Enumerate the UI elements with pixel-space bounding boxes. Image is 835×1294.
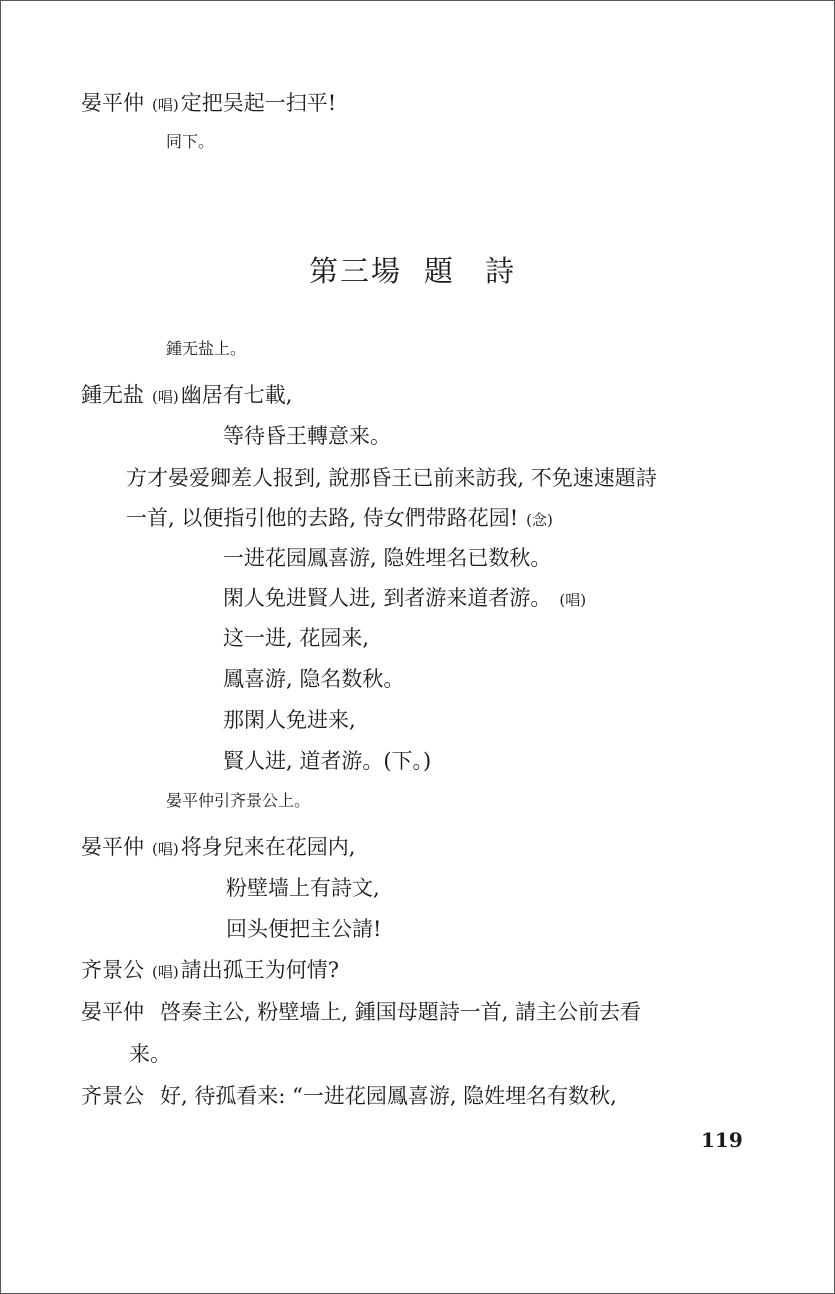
stage-direction: (唱) bbox=[152, 840, 179, 858]
speaker-name: 齐景公 bbox=[81, 958, 144, 982]
dialogue-line bbox=[81, 960, 339, 981]
verse-line bbox=[223, 426, 391, 447]
stage-direction-line bbox=[166, 793, 310, 809]
dialogue-text: 啓奏主公, 粉壁墙上, 鍾国母題詩一首, 請主公前去看 bbox=[160, 1000, 642, 1024]
stage-direction: 同下。 bbox=[166, 132, 215, 151]
prose-line bbox=[126, 508, 555, 529]
dialogue-text: 将身兒来在花园内, bbox=[180, 835, 356, 859]
verse-line bbox=[226, 919, 381, 940]
speaker-name: 晏平仲 bbox=[81, 1000, 144, 1024]
dialogue-line bbox=[81, 1002, 641, 1023]
dialogue-text: 幽居有七載, bbox=[180, 383, 293, 407]
dialogue-text: 好, 待孤看来: “一进花园鳳喜游, 隐姓埋名有数秋, bbox=[160, 1084, 617, 1108]
stage-direction: (念) bbox=[526, 511, 553, 529]
dialogue-text: 粉壁墙上有詩文, bbox=[226, 876, 380, 900]
verse-line bbox=[223, 669, 404, 690]
speaker-name: 晏平仲 bbox=[81, 835, 144, 859]
verse-line bbox=[223, 588, 588, 609]
dialogue-line bbox=[81, 385, 292, 406]
dialogue-text: 一首, 以便指引他的去路, 侍女們带路花园! bbox=[126, 506, 519, 530]
stage-direction: (唱) bbox=[559, 591, 587, 609]
scene-title bbox=[309, 249, 516, 290]
dialogue-text: 一进花园鳳喜游, 隐姓埋名已数秋。 bbox=[223, 546, 552, 570]
prose-line bbox=[129, 1044, 171, 1065]
verse-line bbox=[223, 710, 356, 731]
dialogue-line bbox=[81, 93, 336, 114]
scene-title-number: 第三場 bbox=[309, 254, 403, 288]
dialogue-text: 来。 bbox=[129, 1042, 171, 1066]
stage-direction: 鍾无盐上。 bbox=[166, 339, 247, 358]
stage-direction: (唱) bbox=[152, 388, 179, 406]
dialogue-text: 这一进, 花园来, bbox=[223, 626, 370, 650]
speaker-name: 鍾无盐 bbox=[81, 383, 144, 407]
scene-title-word-1: 題 bbox=[424, 254, 456, 288]
stage-direction-line bbox=[166, 134, 214, 150]
dialogue-line bbox=[81, 837, 355, 858]
dialogue-text: 賢人进, 道者游。(下。) bbox=[223, 749, 432, 773]
speaker-name: 晏平仲 bbox=[81, 91, 144, 115]
prose-line bbox=[126, 468, 657, 489]
verse-line bbox=[223, 548, 551, 569]
verse-line bbox=[223, 628, 369, 649]
stage-direction: 晏平仲引齐景公上。 bbox=[166, 791, 311, 810]
stage-direction: (唱) bbox=[152, 963, 179, 981]
verse-line bbox=[226, 878, 380, 899]
stage-direction: (唱) bbox=[152, 96, 179, 114]
dialogue-text: 等待昏王轉意来。 bbox=[223, 424, 391, 448]
dialogue-text: 請出孤王为何情? bbox=[180, 958, 339, 982]
dialogue-text: 那閑人免进来, bbox=[223, 708, 356, 732]
speaker-name: 齐景公 bbox=[81, 1084, 144, 1108]
dialogue-text: 閑人免进賢人进, 到者游来道者游。 bbox=[223, 586, 552, 610]
page-number: 119 bbox=[701, 1128, 743, 1152]
dialogue-text: 定把吴起一扫平! bbox=[180, 91, 337, 115]
verse-line bbox=[223, 751, 431, 772]
dialogue-text: 方才晏爱卿差人报到, 說那昏王已前来訪我, 不免速速題詩 bbox=[126, 466, 657, 490]
dialogue-text: 回头便把主公請! bbox=[226, 917, 382, 941]
stage-direction-line bbox=[166, 341, 246, 357]
dialogue-text: 鳳喜游, 隐名数秋。 bbox=[223, 667, 405, 691]
dialogue-line bbox=[81, 1086, 617, 1107]
scene-title-word-2: 詩 bbox=[485, 254, 517, 288]
